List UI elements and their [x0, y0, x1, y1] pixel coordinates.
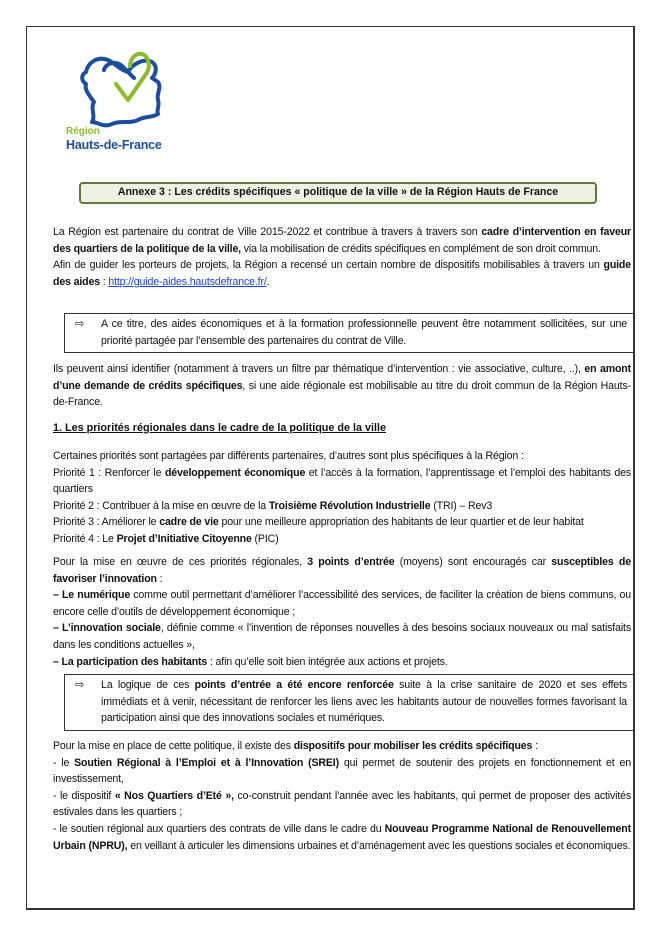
devices-block	[53, 738, 631, 854]
callout-box-1	[64, 313, 634, 353]
priorities-intro: Certaines priorités sont partagées par différents partenaires, d’autres sont plus spécifiques à la Région :	[53, 450, 524, 462]
callout-2-text: suite à la crise sanitaire de 2020 et ses effets immédiats et à venir, nécessitant de renforcer les liens avec les habitants autour de nouvelles formes favorisant la participation ainsi que des innovations sociales et numériques.	[101, 679, 627, 725]
callout-2-bold: points d’entrée a été encore renforcée	[194, 679, 394, 691]
callout-1-text: A ce titre, des aides économiques et à la formation professionnelle peuvent être notamment sollicitées, sur une priorité partagée par l’ensemble des partenaires du contrat de Ville.	[101, 318, 627, 347]
intro-text: via la mobilisation de crédits spécifiques en complément de son droit commun.	[240, 242, 601, 255]
intro-text: La Région est partenaire du contrat de Ville 2015-2022 et contribue à travers à travers son	[53, 226, 482, 238]
guide-bold: guide des aides	[53, 259, 631, 288]
intro-paragraph	[53, 224, 631, 290]
priorities-block	[53, 448, 631, 548]
priority-item: Priorité 4 : Le Projet d’Initiative Citoyenne (PIC)	[53, 532, 279, 545]
arrow-right-icon: ⇨	[75, 679, 85, 691]
device-item: - le soutien régional aux quartiers des contrats de ville dans le cadre du Nouveau Programme National de Renouvellement Urbain (NPRU), en veillant à articuler les dimensions urbaines et d’aménagement avec les questions sociales et économiques.	[53, 822, 631, 852]
guide-sep: :	[99, 275, 109, 288]
device-item: - le Soutien Régional à l’Emploi et à l’Innovation (SREI) qui permet de soutenir des projets en fonctionnement et en investissement,	[53, 756, 631, 786]
entry-points-intro: Pour la mise en œuvre de ces priorités régionales, 3 points d’entrée (moyens) sont encouragés car susceptibles de favoriser l’innovation :	[53, 556, 631, 585]
logo-name-label: Hauts-de-France	[66, 138, 162, 152]
guide-aides-link[interactable]: http://guide-aides.hautsdefrance.fr/	[108, 275, 267, 288]
identify-bold: en amont d’une demande de crédits spécifiques	[53, 363, 632, 392]
device-item: - le dispositif « Nos Quartiers d’Eté », co-construit pendant l’année avec les habitants, qui permet de proposer des activités estivales dans les quartiers ;	[53, 789, 632, 819]
logo-region-label: Région	[66, 126, 100, 137]
priority-item: Priorité 2 : Contribuer à la mise en œuvre de la Troisième Révolution Industrielle (TRI) – Rev3	[53, 499, 493, 512]
intro-bold: cadre d’intervention en faveur des quartiers de la politique de la ville,	[53, 226, 631, 255]
priority-item: Priorité 3 : Améliorer le cadre de vie pour une meilleure appropriation des habitants de leur quartier et de leur habitat	[53, 516, 584, 529]
entry-point-item: – Le numérique comme outil permettant d’améliorer l’accessibilité des services, de faciliter la création de biens communs, ou encore celle d’outils de développement économique ;	[53, 589, 631, 618]
guide-text: Afin de guider les porteurs de projets, la Région a recensé un certain nombre de dispositifs mobilisables à travers un	[53, 259, 604, 272]
entry-point-item: – L’innovation sociale, définie comme « l’invention de réponses nouvelles à des besoins sociaux nouveaux ou mal satisfaits dans les conditions actuelles »,	[53, 622, 631, 651]
callout-2-text: La logique de ces	[101, 679, 195, 691]
section-1-title: 1. Les priorités régionales dans le cadre de la politique de la ville	[53, 422, 387, 434]
entry-point-item: – La participation des habitants : afin qu’elle soit bien intégrée aux actions et projets.	[53, 655, 448, 668]
france-heart-icon	[72, 44, 172, 134]
entry-points-block	[53, 554, 631, 670]
region-logo	[66, 44, 172, 156]
guide-period: .	[266, 275, 270, 288]
identify-paragraph	[53, 361, 631, 411]
devices-intro: Pour la mise en place de cette politique, il existe des dispositifs pour mobiliser les crédits spécifiques :	[53, 740, 538, 752]
arrow-right-icon: ⇨	[75, 318, 85, 330]
identify-text: Ils peuvent ainsi identifier (notamment à travers un filtre par thématique d’intervention : vie associative, culture, ..),	[53, 363, 585, 375]
identify-text: , si une aide régionale est mobilisable au titre du droit commun de la Région Hauts-de-France.	[53, 379, 631, 409]
annex-title-box	[79, 182, 597, 204]
callout-box-2	[64, 674, 634, 731]
annex-title: Annexe 3 : Les crédits spécifiques « politique de la ville » de la Région Hauts de France	[117, 186, 559, 198]
priority-item: Priorité 1 : Renforcer le développement économique et l’accès à la formation, l’apprentissage et l’emploi des habitants des quartiers	[53, 466, 631, 496]
